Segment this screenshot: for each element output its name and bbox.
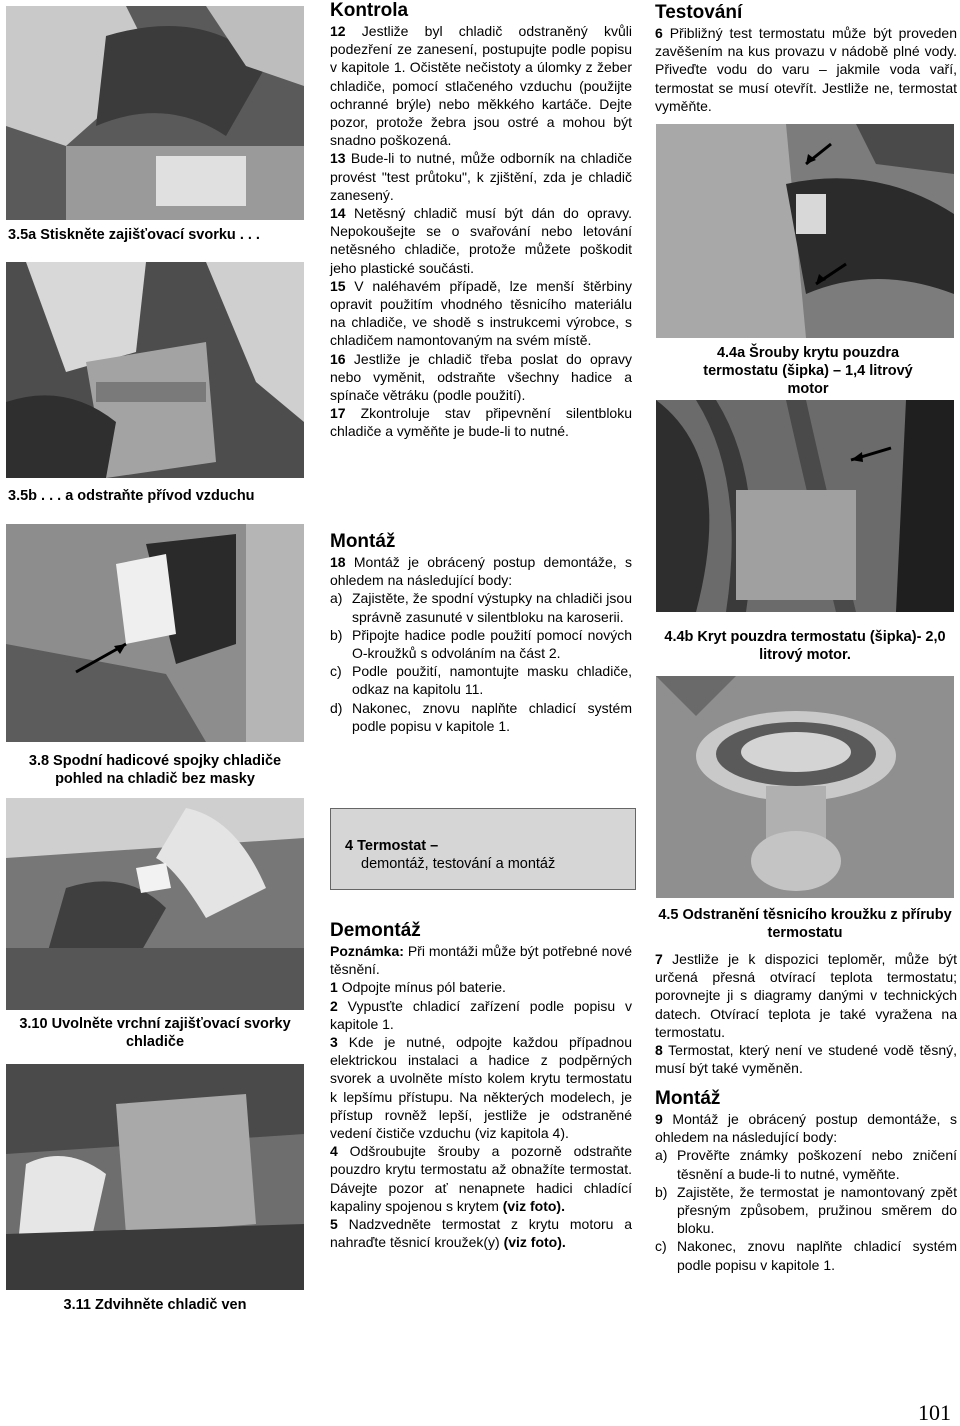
- heading-montaz-2: Montáž: [655, 1088, 721, 1109]
- photo-4-5: [656, 676, 954, 898]
- section-testovani: [655, 2, 957, 115]
- section-kontrola: [330, 0, 632, 441]
- paragraph-1: 1 Odpojte mínus pól baterie.: [330, 979, 506, 996]
- section-4-line-2: demontáž, testování a montáž: [361, 856, 556, 872]
- photo-3-5b: [6, 262, 304, 478]
- paragraph-8: 8 Termostat, který není ve studené vodě těsný, musí být také vyměněn.: [655, 1042, 958, 1077]
- paragraph-14: 14 Netěsný chladič musí být dán do opravy. Nepokoušejte se o svařování nebo letování netěsného chladiče, protože můžete poškodit jeho plastické součásti.: [330, 205, 633, 276]
- paragraph-12: 12 Jestliže byl chladič odstraněný kvůli podezření ze zanesení, postupujte podle popisu v kapitole 1. Očistěte nečistoty a úlomky z žeber chladiče, pomocí stlačeného vzduchu (použijte ochranné brýle) nebo měkkého kartáče. Dejte pozor, protože žebra jsou ostré a mohou být snadno poškozená.: [330, 23, 632, 149]
- section-4-title-box: [330, 808, 636, 890]
- caption-4-4a: 4.4a Šrouby krytu pouzdra termostatu (šipka) – 1,4 litrový motor: [703, 345, 913, 397]
- heading-testovani: Testování: [655, 2, 743, 23]
- caption-3-5b: 3.5b . . . a odstraňte přívod vzduchu: [8, 488, 255, 504]
- caption-3-5a: 3.5a Stiskněte zajišťovací svorku . . .: [8, 227, 260, 243]
- list-item: c) Nakonec, znovu naplňte chladicí systém podle popisu v kapitole 1.: [655, 1238, 957, 1273]
- paragraph-2: 2 Vypusťte chladicí zařízení podle popisu v kapitole 1.: [330, 997, 633, 1032]
- photo-4-4b: [656, 400, 954, 612]
- section-montaz-1: [330, 531, 632, 735]
- heading-montaz-1: Montáž: [330, 531, 396, 552]
- heading-demontaz: Demontáž: [330, 920, 421, 941]
- paragraph-9: 9 Montáž je obrácený postup demontáže, s ohledem na následující body:: [655, 1111, 958, 1146]
- section-montaz-2: [655, 1088, 957, 1274]
- section-testovani-cont: [655, 950, 957, 1077]
- photo-3-10: [6, 798, 304, 1010]
- paragraph-3: 3 Kde je nutné, odpojte každou případnou elektrickou instalaci a hadice z podpěrných svorek a uvolněte místo kolem krytu termostatu k lepšímu přístupu. Na některých modelech, je přístup rovněž lepší, jestliže je odstraněné vedení čističe vzduchu (viz kapitola 4).: [330, 1034, 632, 1142]
- paragraph-18: 18 Montáž je obrácený postup demontáže, s ohledem na následující body:: [330, 554, 633, 589]
- photo-3-11: [6, 1064, 304, 1290]
- page-number: 101: [918, 1400, 951, 1425]
- list-item: d) Nakonec, znovu naplňte chladicí systém podle popisu v kapitole 1.: [330, 699, 632, 734]
- caption-3-11: 3.11 Zdvihněte chladič ven: [63, 1297, 247, 1313]
- caption-3-10: 3.10 Uvolněte vrchní zajišťovací svorky chladiče: [19, 1016, 291, 1050]
- paragraph-16: 16 Jestliže je chladič třeba poslat do opravy nebo vyměnit, odstraňte všechny hadice a spínače větráku (podle použití).: [330, 350, 632, 404]
- photo-3-8: [6, 524, 304, 742]
- photo-4-4a: [656, 124, 954, 338]
- paragraph-7: 7 Jestliže je k dispozici teploměr, může být určená přesná otvírací teplota termostatu; porovnejte ji s diagramy danými v technických datech. Otvírací teplota je také vyražena na termostatu.: [655, 951, 958, 1040]
- list-item: b) Zajistěte, že termostat je namontovaný zpět přesným způsobem, pružinou směrem do bloku.: [655, 1183, 957, 1237]
- photo-3-5a: [6, 6, 304, 220]
- list-item: a) Prověřte známky poškození nebo zničení těsnění a bude-li to nutné, vyměňte.: [655, 1147, 957, 1182]
- section-4-line-1: 4 Termostat –: [345, 838, 439, 854]
- list-item: c) Podle použití, namontujte masku chladiče, odkaz na kapitolu 11.: [330, 663, 632, 698]
- note: Poznámka: Při montáži může být potřebné nové těsnění.: [330, 943, 632, 978]
- caption-4-4b: 4.4b Kryt pouzdra termostatu (šipka)- 2,0 litrový motor.: [664, 629, 946, 663]
- list-item: b) Připojte hadice podle použití pomocí nových O-kroužků s odvoláním na část 2.: [330, 626, 632, 662]
- paragraph-15: 15 V naléhavém případě, lze menší štěrbiny opravit použitím vhodného těsnicího materiálu na chladiče, ve shodě s instrukcemi výrobce, s chladičem namontovaným na svém místě.: [330, 277, 632, 349]
- section-demontaz: [330, 920, 632, 1251]
- paragraph-4: 4 Odšroubujte šrouby a pozorně odstraňte pouzdro krytu termostatu až obnažíte termostat. Dávejte pozor ať nenapnete hadici chladící kapaliny spojenou s krytem (viz foto).: [330, 1143, 633, 1214]
- paragraph-17: 17 Zkontroluje stav připevnění silentbloku chladiče a vyměňte je bude-li to nutné.: [330, 405, 633, 440]
- heading-kontrola: Kontrola: [330, 0, 409, 21]
- list-item: a) Zajistěte, že spodní výstupky na chladiči jsou správně zasunuté v silentbloku na karoserii.: [330, 590, 632, 625]
- paragraph-5: 5 Nadzvedněte termostat z krytu motoru a nahraďte těsnicí kroužek(y) (viz foto).: [330, 1216, 633, 1251]
- paragraph-13: 13 Bude-li to nutné, může odborník na chladiče provést "test průtoku", k zjištění, zda je chladič zanesený.: [330, 150, 633, 203]
- caption-3-8: 3.8 Spodní hadicové spojky chladiče pohled na chladič bez masky: [28, 753, 282, 787]
- caption-4-5: 4.5 Odstranění těsnicího kroužku z příruby termostatu: [658, 907, 952, 941]
- paragraph-6: 6 Přibližný test termostatu může být proveden zavěšením na kus provazu v nádobě plné vody. Přiveďte vodu do varu – jakmile voda vaří, termostat se musí otevřít. Jestliže ne, termostat vyměňte.: [655, 25, 958, 114]
